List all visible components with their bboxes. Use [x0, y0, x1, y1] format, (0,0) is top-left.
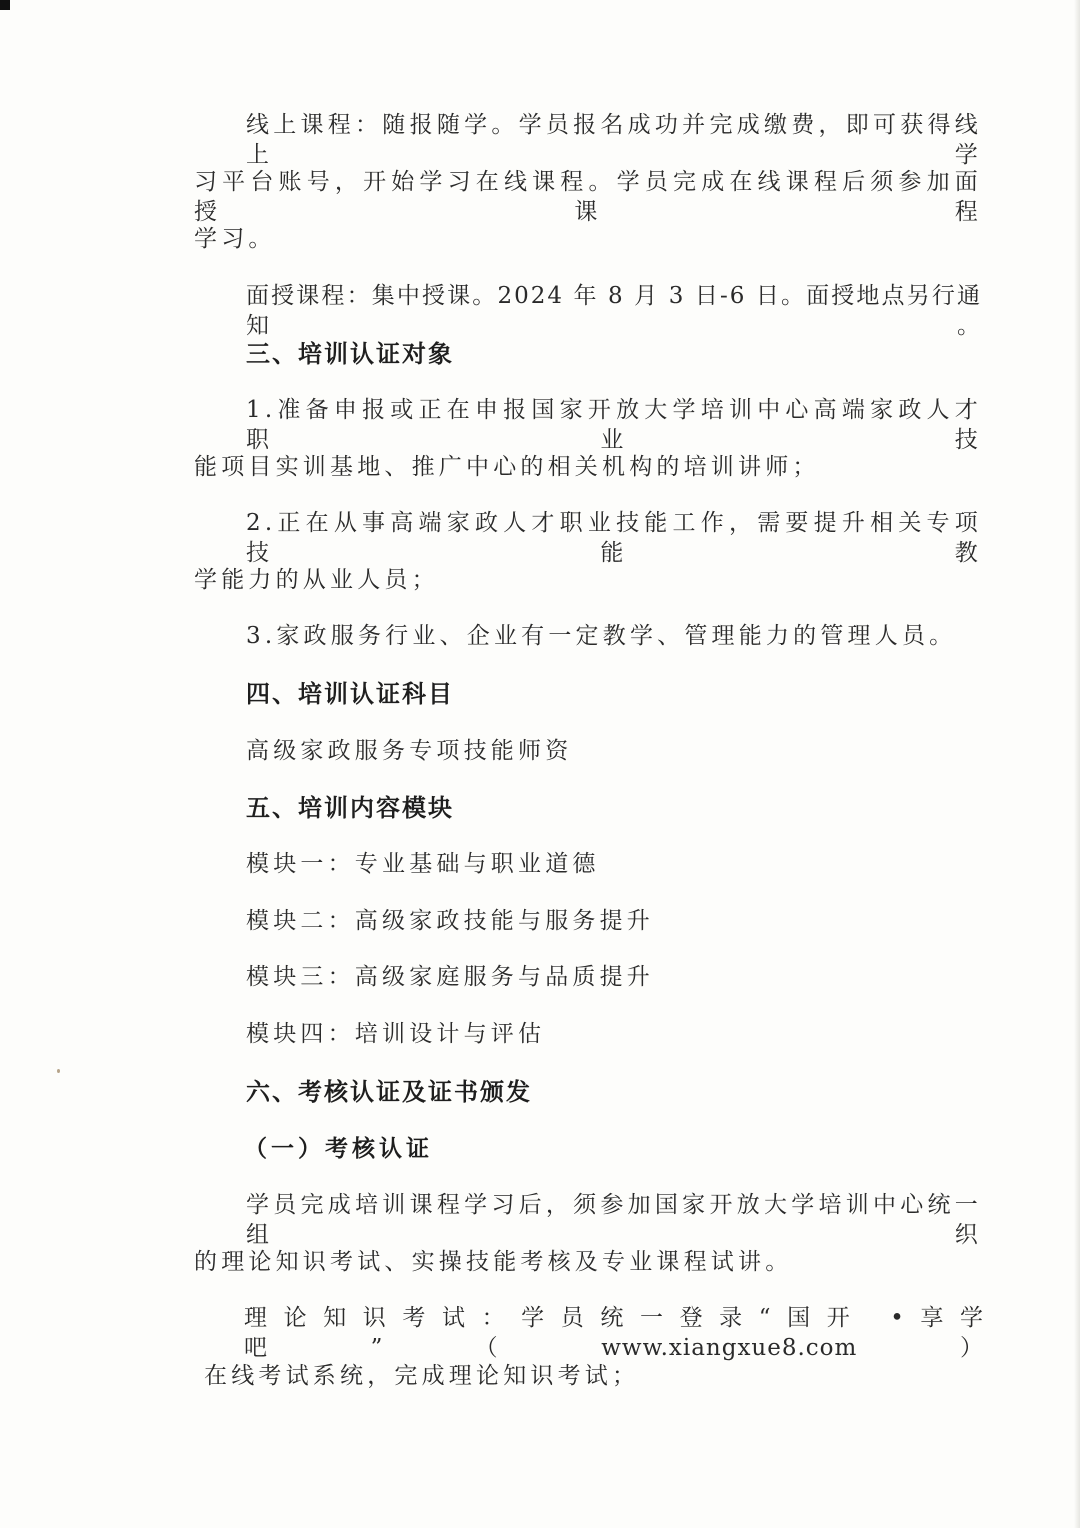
theory-line-2: 在线考试系统，完成理论知识考试；	[204, 1363, 640, 1389]
section-4-heading: 四、培训认证科目	[246, 680, 454, 708]
scan-edge-shadow	[1074, 0, 1080, 1528]
section-6-1-subheading: （一）考核认证	[244, 1135, 433, 1162]
section-3-heading: 三、培训认证对象	[246, 340, 454, 368]
scan-speck	[57, 1069, 60, 1073]
scan-corner-mark	[0, 0, 10, 10]
module-4-line: 模块四：培训设计与评估	[246, 1021, 546, 1047]
online-course-line-3: 学习。	[194, 226, 276, 252]
section-5-heading: 五、培训内容模块	[246, 794, 454, 822]
theory-line-1: 理论知识考试：学员统一登录“国开 •享学吧”（www.xiangxue8.com）	[244, 1305, 984, 1361]
target-1-line-2: 能项目实训基地、推广中心的相关机构的培训讲师；	[194, 454, 820, 480]
target-1-line-1: 1.准备申报或正在申报国家开放大学培训中心高端家政人才职业技	[246, 397, 982, 453]
assess-line-2: 的理论知识考试、实操技能考核及专业课程试讲。	[194, 1249, 793, 1275]
module-1-line: 模块一：专业基础与职业道德	[246, 851, 600, 877]
face-course-line: 面授课程：集中授课。2024 年 8 月 3 日-6 日。面授地点另行通知。	[246, 283, 982, 339]
module-2-line: 模块二：高级家政技能与服务提升	[246, 908, 654, 934]
target-2-line-1: 2.正在从事高端家政人才职业技能工作，需要提升相关专项技能教	[246, 510, 982, 566]
subject-line: 高级家政服务专项技能师资	[246, 738, 573, 764]
module-3-line: 模块三：高级家庭服务与品质提升	[246, 964, 654, 990]
assess-line-1: 学员完成培训课程学习后，须参加国家开放大学培训中心统一组织	[246, 1192, 982, 1248]
target-3-line: 3.家政服务行业、企业有一定教学、管理能力的管理人员。	[246, 623, 957, 649]
section-6-heading: 六、考核认证及证书颁发	[246, 1078, 532, 1106]
online-course-line-2: 习平台账号，开始学习在线课程。学员完成在线课程后须参加面授课程	[194, 169, 982, 225]
online-course-line-1: 线上课程：随报随学。学员报名成功并完成缴费，即可获得线上学	[246, 112, 982, 168]
target-2-line-2: 学能力的从业人员；	[194, 567, 439, 593]
